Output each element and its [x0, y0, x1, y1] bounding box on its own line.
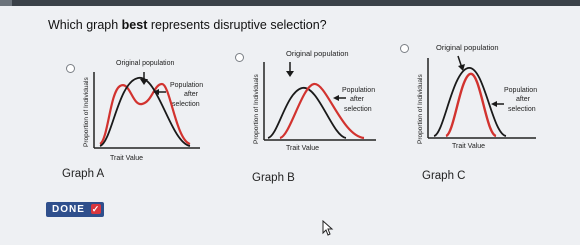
radio-graph-c[interactable] — [400, 44, 409, 53]
graph-c-title: Original population — [436, 43, 499, 52]
graph-a-title: Original population — [116, 60, 175, 67]
graph-c — [412, 38, 562, 158]
graph-b-annotation-3: selection — [344, 106, 372, 113]
graph-b-annotation-1: Population — [342, 87, 376, 94]
graph-b-xlabel: Trait Value — [286, 145, 320, 152]
graph-a-annotation-1: Population — [170, 82, 204, 89]
graph-b — [246, 44, 386, 164]
mouse-cursor-icon — [322, 220, 334, 236]
graph-b-label: Graph B — [252, 172, 295, 184]
graph-a-xlabel: Trait Value — [110, 155, 144, 162]
top-bar — [0, 0, 580, 6]
done-button-label: DONE — [52, 204, 85, 215]
graph-a-annotation-3: selection — [172, 101, 200, 108]
graph-b-ylabel: Proportion of Individuals — [253, 74, 260, 144]
graph-b-annotation-2: after — [350, 96, 365, 103]
graph-c-xlabel: Trait Value — [452, 143, 486, 150]
graph-a-ylabel: Proportion of Individuals — [83, 77, 90, 147]
done-button[interactable] — [46, 202, 104, 217]
graph-b-original-curve — [268, 88, 346, 138]
question-emphasis: best — [121, 18, 148, 32]
graph-a-label: Graph A — [62, 168, 105, 180]
graph-c-selected-curve — [446, 74, 496, 136]
check-icon: ✓ — [91, 204, 101, 214]
graph-c-annotation-2: after — [516, 96, 531, 103]
graph-b-title: Original population — [286, 49, 349, 58]
graph-a-annotation-2: after — [184, 91, 199, 98]
question-text — [48, 18, 327, 32]
question-prefix: Which graph — [48, 18, 122, 32]
graph-a — [80, 52, 215, 167]
question-suffix: represents disruptive selection? — [147, 18, 327, 32]
graph-c-annotation-1: Population — [504, 87, 538, 94]
top-bar-tab — [0, 0, 12, 6]
radio-graph-b[interactable] — [235, 53, 244, 62]
graph-c-annotation-3: selection — [508, 106, 536, 113]
graph-c-label: Graph C — [422, 170, 466, 182]
radio-graph-a[interactable] — [66, 64, 75, 73]
graph-c-ylabel: Proportion of Individuals — [417, 74, 424, 144]
